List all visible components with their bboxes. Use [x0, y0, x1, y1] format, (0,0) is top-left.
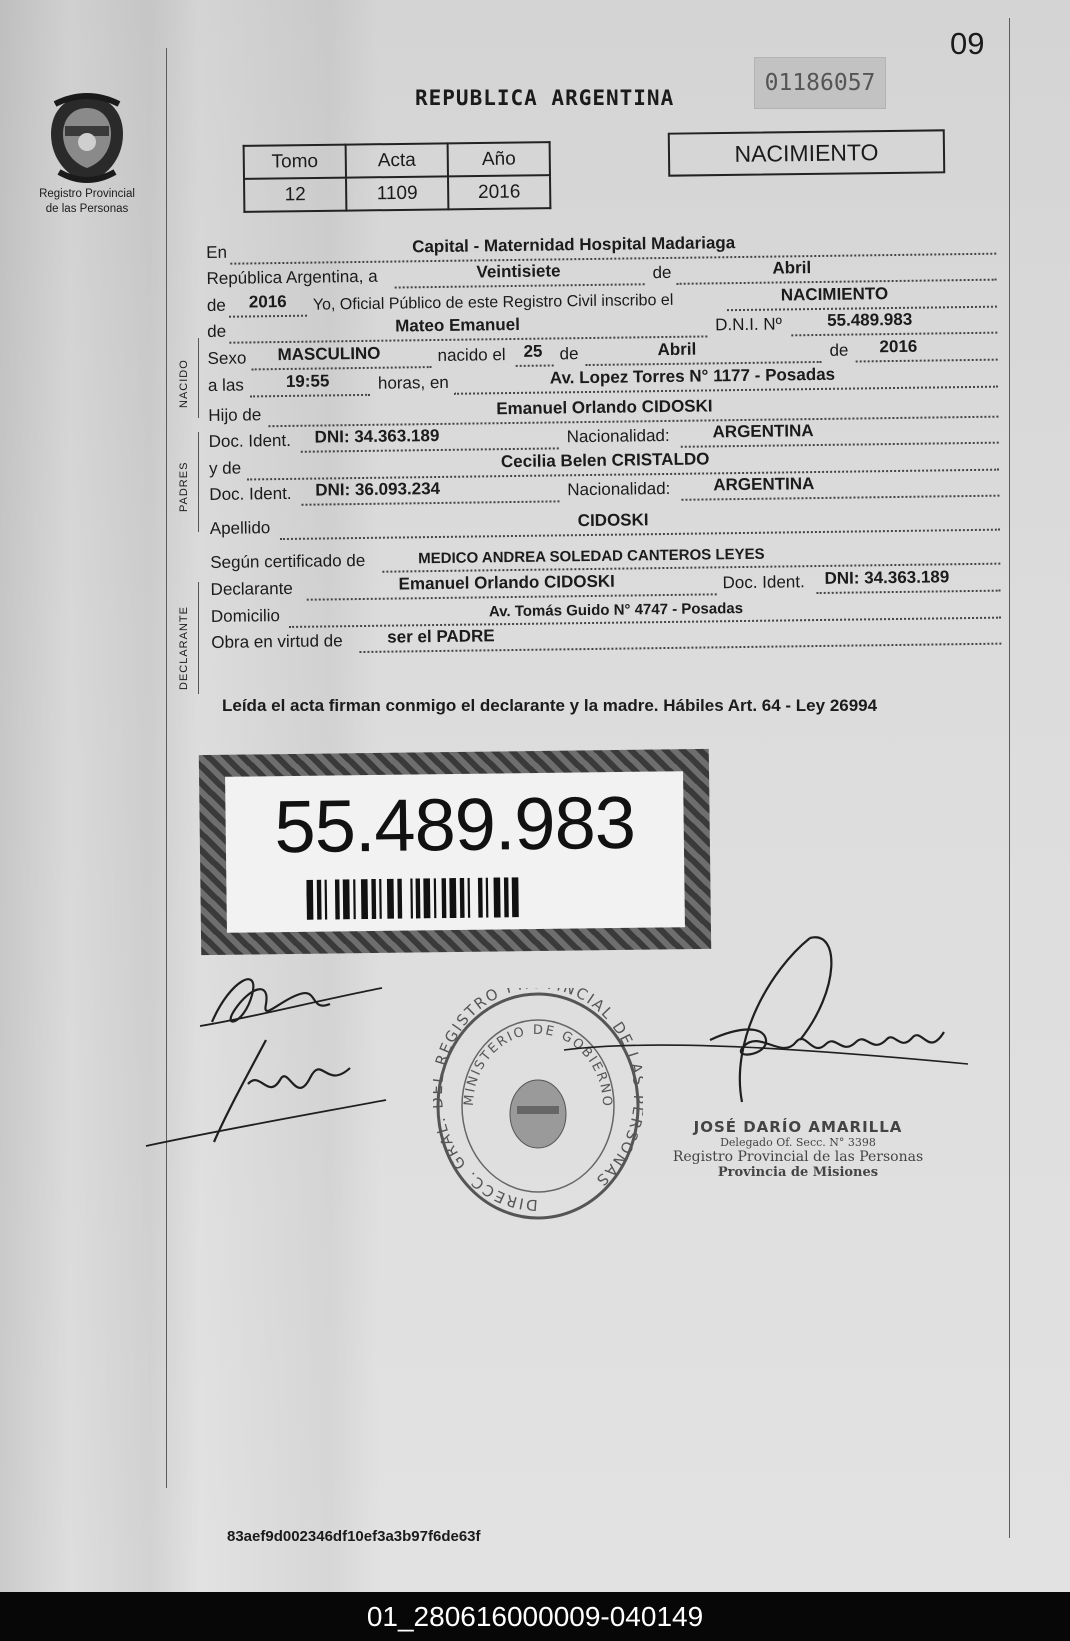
section-nacido: NACIDO [178, 359, 190, 408]
doc-label-2: Doc. Ident. [209, 484, 292, 505]
tomo-header: Tomo [244, 145, 346, 179]
declarant-signature-icon [140, 960, 400, 1160]
de-label-5: de [829, 340, 849, 360]
place-value: Capital - Maternidad Hospital Madariaga [412, 232, 736, 256]
birth-time-value: 19:55 [285, 370, 330, 391]
de-label-3: de [207, 322, 227, 342]
country-title: REPUBLICA ARGENTINA [415, 86, 675, 110]
child-name-value: Mateo Emanuel [395, 315, 520, 336]
birth-day-value: 25 [523, 341, 543, 361]
oficial-text: Yo, Oficial Público de este Registro Civil inscribo el [312, 291, 674, 314]
apellido-label: Apellido [209, 518, 271, 539]
acta-header: Acta [346, 143, 448, 177]
left-margin-line [166, 48, 167, 1488]
scan-footer-code: 01_280616000009-040149 [0, 1592, 1070, 1641]
nacido-bracket [198, 338, 199, 418]
logo-caption-1: Registro Provincial [39, 188, 135, 200]
misiones-coat-of-arms-icon [45, 90, 129, 186]
obra-label: Obra en virtud de [211, 631, 343, 653]
day-words-value: Veintisiete [476, 261, 561, 282]
en-label: En [206, 242, 228, 262]
month-value: Abril [772, 258, 812, 278]
birth-month-value: Abril [657, 339, 697, 360]
right-margin-line [1009, 18, 1010, 1538]
section-padres: PADRES [178, 461, 190, 512]
section-declarante: DECLARANTE [178, 606, 190, 690]
mother-name-value: Cecilia Belen CRISTALDO [500, 449, 710, 471]
declarant-name-value: Emanuel Orlando CIDOSKI [398, 571, 615, 594]
dni-label: D.N.I. Nº [715, 314, 782, 335]
act-type-value: NACIMIENTO [780, 283, 889, 305]
republica-label: República Argentina, a [206, 266, 378, 289]
dni-label-inner [225, 771, 685, 933]
de-label-2: de [206, 295, 226, 315]
official-signature-icon [560, 930, 980, 1130]
document-type-box: NACIMIENTO [668, 129, 946, 176]
segun-label: Según certificado de [210, 551, 366, 573]
sexo-label: Sexo [207, 348, 247, 368]
official-name: JOSÉ DARÍO AMARILLA [693, 1118, 903, 1136]
doc-label-3: Doc. Ident. [722, 572, 805, 593]
father-name-value: Emanuel Orlando CIDOSKI [496, 395, 713, 418]
padres-bracket [198, 432, 199, 532]
father-nat-value: ARGENTINA [712, 421, 814, 442]
dni-label-box [199, 749, 711, 955]
nacionalidad-label: Nacionalidad: [566, 426, 670, 447]
de-label-4: de [559, 344, 579, 364]
declarant-doc-value: DNI: 34.363.189 [824, 567, 950, 588]
page-number: 09 [950, 26, 985, 61]
serial-number: 01186057 [754, 57, 886, 109]
registry-logo [32, 90, 142, 216]
birth-place-value: Av. Lopez Torres N° 1177 - Posadas [549, 364, 836, 388]
logo-caption-2: de las Personas [45, 203, 129, 215]
domicilio-label: Domicilio [210, 605, 281, 626]
ano-header: Año [448, 142, 550, 176]
nacionalidad-label-2: Nacionalidad: [567, 479, 671, 500]
acta-value: 1109 [346, 176, 448, 210]
tomo-value: 12 [244, 178, 346, 212]
declarante-bracket [198, 582, 199, 694]
mother-doc-value: DNI: 36.093.234 [315, 479, 441, 500]
a-las-label: a las [207, 375, 244, 395]
declarante-label: Declarante [210, 578, 293, 599]
address-value: Av. Tomás Guido N° 4747 - Posadas [488, 599, 744, 620]
nacido-label: nacido el [437, 345, 506, 365]
father-doc-value: DNI: 34.363.189 [314, 426, 440, 447]
de-label: de [652, 263, 672, 283]
birth-year-value: 2016 [879, 336, 918, 357]
certificate-value: MEDICO ANDREA SOLEDAD CANTEROS LEYES [418, 546, 765, 568]
dni-label-number: 55.489.983 [273, 780, 636, 869]
official-office: Registro Provincial de las Personas [672, 1149, 924, 1165]
document-hash: 83aef9d002346df10ef3a3b97f6de63f [227, 1528, 481, 1545]
y-de-label: y de [208, 458, 242, 478]
child-dni-value: 55.489.983 [827, 310, 913, 331]
closing-text: Leída el acta firman conmigo el declarante y la madre. Hábiles Art. 64 - Ley 26994 [222, 696, 878, 715]
sex-value: MASCULINO [277, 343, 381, 365]
form-body [206, 228, 1001, 655]
hijo-label: Hijo de [208, 404, 262, 425]
horas-label: horas, en [377, 372, 449, 393]
ano-value: 2016 [448, 175, 550, 209]
seal-outer-text: DIRECC. GRAL REGISTRO NCIAL DE L SONAS [433, 988, 643, 1215]
doc-label: Doc. Ident. [208, 431, 292, 452]
seal-inner-text: MINISTERIO DE GOBIERNO [461, 1022, 615, 1109]
barcode-icon [306, 876, 606, 920]
year-value: 2016 [248, 291, 287, 312]
official-position: Delegado Of. Secc. N° 3398 [720, 1136, 876, 1149]
record-table [243, 141, 552, 213]
official-province: Provincia de Misiones [717, 1165, 879, 1180]
capacity-value: ser el PADRE [387, 626, 495, 647]
mother-nat-value: ARGENTINA [713, 474, 815, 495]
surname-value: CIDOSKI [577, 510, 649, 531]
